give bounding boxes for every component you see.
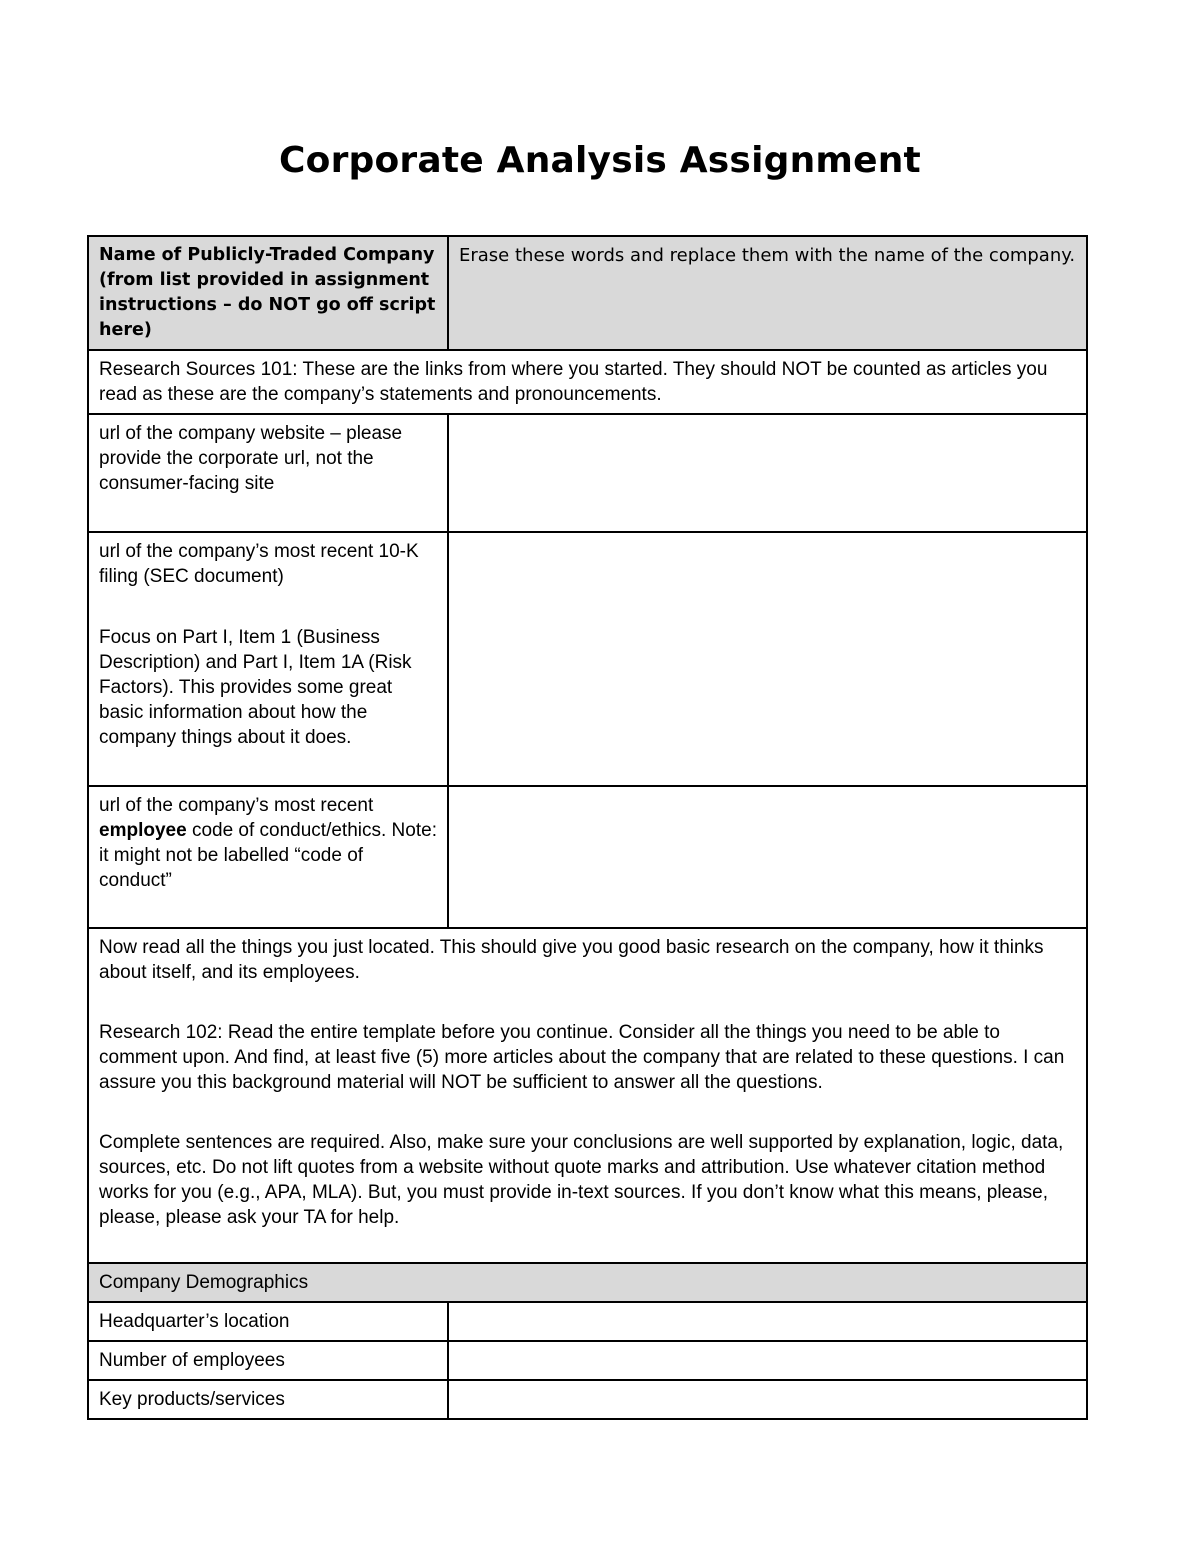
company-name-field[interactable]: Erase these words and replace them with the name of the company. [448, 236, 1087, 350]
conduct-field[interactable] [448, 786, 1087, 928]
tenk-row [88, 532, 1087, 786]
demographics-row-products [88, 1380, 1087, 1419]
demographics-row-headquarters [88, 1302, 1087, 1341]
company-name-row [88, 236, 1087, 350]
website-field[interactable] [448, 414, 1087, 532]
demographics-row-employees [88, 1341, 1087, 1380]
tenk-field[interactable] [448, 532, 1087, 786]
conduct-label-suffix: code of conduct/ethics. Note: it might not be labelled “code of conduct” [99, 820, 437, 891]
website-row [88, 414, 1087, 532]
instructions-row [88, 928, 1087, 1263]
conduct-row [88, 786, 1087, 928]
headquarters-label: Headquarter’s location [88, 1302, 448, 1341]
instructions-cell [88, 928, 1087, 1263]
instructions-paragraph-1: Now read all the things you just located. This should give you good basic research on the company, how it thinks about itself, and its employees. [99, 937, 1044, 983]
conduct-label-prefix: url of the company’s most recent [99, 795, 374, 816]
research-101-intro-row [88, 350, 1087, 414]
employees-label: Number of employees [88, 1341, 448, 1380]
employees-field[interactable] [448, 1341, 1087, 1380]
tenk-note: Focus on Part I, Item 1 (Business Description) and Part I, Item 1A (Risk Factors). This provides some great basic information about how the company things about it does. [99, 627, 412, 748]
assignment-form-table [87, 235, 1088, 1420]
conduct-label [88, 786, 448, 928]
page-title: Corporate Analysis Assignment [279, 140, 921, 181]
tenk-label: url of the company’s most recent 10-K filing (SEC document) [99, 541, 419, 587]
website-label: url of the company website – please provide the corporate url, not the consumer-facing site [88, 414, 448, 532]
headquarters-field[interactable] [448, 1302, 1087, 1341]
demographics-header-row [88, 1263, 1087, 1302]
products-label: Key products/services [88, 1380, 448, 1419]
conduct-label-emphasis: employee [99, 820, 187, 841]
demographics-header: Company Demographics [88, 1263, 1087, 1302]
tenk-label-cell [88, 532, 448, 786]
instructions-paragraph-3: Complete sentences are required. Also, make sure your conclusions are well supported by explanation, logic, data, sources, etc. Do not lift quotes from a website without quote marks and attribution. Use whatever citation method works for you (e.g., APA, MLA). But, you must provide in-text sources. If you don’t know what this means, please, please, please ask your TA for help. [99, 1132, 1064, 1228]
products-field[interactable] [448, 1380, 1087, 1419]
instructions-paragraph-2: Research 102: Read the entire template before you continue. Consider all the things you need to be able to comment upon. And find, at least five (5) more articles about the company that are related to these questions. I can assure you this background material will NOT be sufficient to answer all the questions. [99, 1022, 1065, 1093]
company-name-label: Name of Publicly-Traded Company (from list provided in assignment instructions – do NOT go off script here) [88, 236, 448, 350]
research-101-intro: Research Sources 101: These are the links from where you started. They should NOT be counted as articles you read as these are the company’s statements and pronouncements. [88, 350, 1087, 414]
